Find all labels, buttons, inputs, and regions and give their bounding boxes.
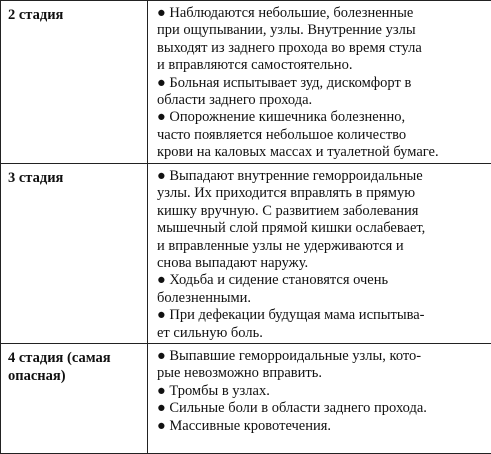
text-line: при ощупывании, узлы. Внутренние узлы [157,22,416,38]
text-line: кишку вручную. С развитием заболевания [157,203,418,219]
stage-description-cell [148,344,491,454]
text-line: ● Сильные боли в области заднего прохода. [157,400,427,416]
bullet-item [157,307,485,342]
bullet-item [157,168,485,272]
text-line: и вправленные узлы не удерживаются и [157,238,404,254]
text-line: ● Наблюдаются небольшие, болезненные [157,5,413,21]
text-line: ● Выпавшие геморроидальные узлы, кото- [157,348,421,364]
text-line: крови на каловых массах и туалетной бумаге. [157,144,439,160]
text-line: ● Выпадают внутренние геморроидальные [157,168,423,184]
text-line: болезненными. [157,290,251,306]
stage-label: 3 стадия [8,170,63,186]
text-line: часто появляется небольшое количество [157,127,406,143]
bullet-item [157,5,485,75]
text-line: выходят из заднего прохода во время стула [157,40,422,56]
stage-label-cell [1,344,148,454]
text-line: ● Больная испытывает зуд, дискомфорт в [157,75,411,91]
text-line: снова выпадают наружу. [157,255,308,271]
stage-description-cell [148,164,491,344]
stage-label-line: опасная) [8,368,66,384]
stage-label: 2 стадия [8,7,63,23]
bullet-item [157,418,485,435]
text-line: узлы. Их приходится вправлять в прямую [157,185,415,201]
bullet-item [157,272,485,307]
text-line: области заднего прохода. [157,92,312,108]
text-line: ет сильную боль. [157,325,263,341]
table-row [1,164,491,344]
stage-description-cell [148,1,491,164]
text-line: рые невозможно вправить. [157,365,322,381]
text-line: ● При дефекации будущая мама испытыва- [157,307,425,323]
stage-label-line: 4 стадия (самая [8,350,111,366]
text-line: ● Тромбы в узлах. [157,383,270,399]
bullet-item [157,75,485,110]
text-line: мышечный слой прямой кишки ослабевает, [157,220,425,236]
stage-label-cell [1,1,148,164]
table-row [1,1,491,164]
bullet-item [157,109,485,161]
text-line: и вправляются самостоятельно. [157,57,352,73]
table-row [1,344,491,454]
text-line: ● Ходьба и сидение становятся очень [157,272,388,288]
bullet-item [157,348,485,383]
bullet-item [157,400,485,417]
text-line: ● Массивные кровотечения. [157,418,331,434]
stage-label-cell [1,164,148,344]
bullet-item [157,383,485,400]
text-line: ● Опорожнение кишечника болезненно, [157,109,405,125]
